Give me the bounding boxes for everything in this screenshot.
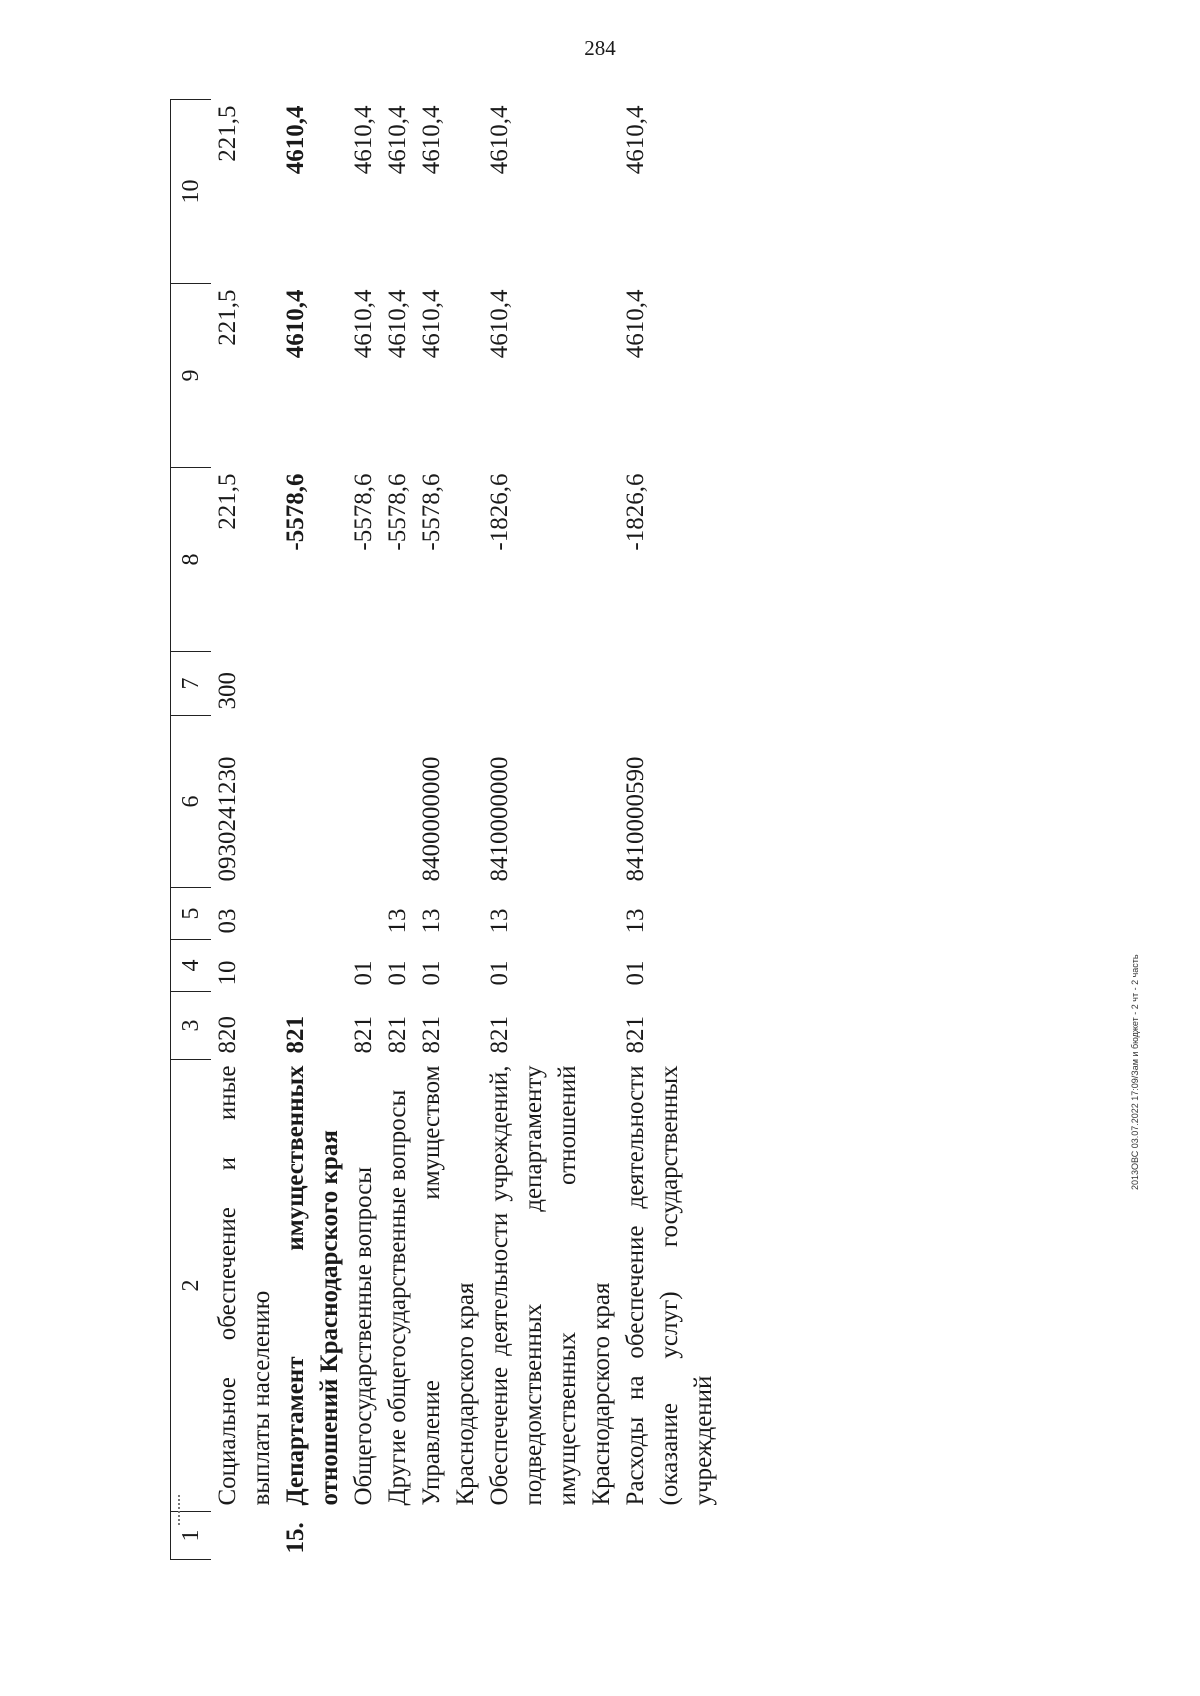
amount-col-9: 4610,4 (486, 289, 513, 359)
subsection-code: 13 (622, 908, 649, 934)
margin-tick-marks (178, 1495, 182, 1525)
row-number (415, 1512, 483, 1560)
amount-col-9: 4610,4 (384, 289, 411, 359)
subsection-code: 13 (486, 908, 513, 934)
col-header-6: 6 (171, 716, 212, 888)
row-description: Департамент имущественных отношений Краснодарского края (282, 1065, 343, 1506)
expense-type-code (483, 652, 619, 716)
subsection-code: 03 (214, 908, 241, 934)
section-code: 10 (214, 960, 241, 986)
amount-col-9: 4610,4 (622, 289, 649, 359)
table-row (211, 100, 279, 1560)
amount-col-10: 4610,4 (486, 105, 513, 175)
col-header-8: 8 (171, 468, 212, 652)
section-code: 01 (418, 960, 445, 986)
col-header-10: 10 (171, 100, 212, 284)
expense-type-code (381, 652, 415, 716)
amount-col-10: 4610,4 (350, 105, 377, 175)
table-row (347, 100, 381, 1560)
row-description: Социальное обеспечение и иные выплаты населению (214, 1065, 275, 1506)
row-number (347, 1512, 381, 1560)
file-path-footer: 2013ОВС 03.07.2022 17:09/Зам и бюджет - 2 чт - 2 часть (1130, 954, 1140, 1190)
change-amount: -5578,6 (350, 473, 377, 551)
budget-table (170, 99, 721, 1560)
amount-col-9: 4610,4 (418, 289, 445, 359)
ministry-code: 821 (350, 1016, 377, 1054)
row-number (211, 1512, 279, 1560)
row-number (381, 1512, 415, 1560)
amount-col-9: 221,5 (214, 289, 241, 346)
change-amount: -1826,6 (622, 473, 649, 551)
row-description: Обеспечение деятельности учреждений, подведомственных департаменту имущественных отношений Краснодарского края (486, 1065, 615, 1506)
expense-type-code (415, 652, 483, 716)
section-code (279, 940, 347, 992)
target-article-code: 8400000000 (418, 756, 445, 882)
amount-col-10: 221,5 (214, 105, 241, 162)
change-amount: -5578,6 (384, 473, 411, 551)
target-article-code: 8410000000 (486, 756, 513, 882)
col-header-2: 2 (171, 1060, 212, 1512)
target-article-code: 8410000590 (622, 756, 649, 882)
table-row (483, 100, 619, 1560)
section-code: 01 (350, 960, 377, 986)
amount-col-9: 4610,4 (350, 289, 377, 359)
row-number (483, 1512, 619, 1560)
amount-col-10: 4610,4 (282, 105, 309, 175)
row-description: Общегосударственные вопросы (350, 1166, 377, 1506)
col-header-4: 4 (171, 940, 212, 992)
expense-type-code (279, 652, 347, 716)
expense-type-code (347, 652, 381, 716)
row-description: Другие общегосударственные вопросы (384, 1089, 411, 1506)
expense-type-code (619, 652, 721, 716)
row-description: Расходы на обеспечение деятельности (оказание услуг) государственных учреждений (622, 1065, 717, 1506)
table-row (415, 100, 483, 1560)
change-amount: -5578,6 (282, 473, 309, 551)
col-header-3: 3 (171, 992, 212, 1060)
expense-type-code: 300 (214, 672, 241, 710)
row-description: Управление имуществом Краснодарского края (418, 1065, 479, 1506)
row-number: 15. (282, 1522, 309, 1554)
section-code: 01 (384, 960, 411, 986)
subsection-code (347, 888, 381, 940)
subsection-code: 13 (384, 908, 411, 934)
target-article-code (381, 716, 415, 888)
section-code: 01 (486, 960, 513, 986)
target-article-code (347, 716, 381, 888)
change-amount: -1826,6 (486, 473, 513, 551)
target-article-code (279, 716, 347, 888)
ministry-code: 821 (418, 1016, 445, 1054)
page-number: 284 (584, 36, 616, 60)
col-header-5: 5 (171, 888, 212, 940)
section-code: 01 (622, 960, 649, 986)
table-row (619, 100, 721, 1560)
ministry-code: 821 (622, 1016, 649, 1054)
ministry-code: 820 (214, 1016, 241, 1054)
table-row (279, 100, 347, 1560)
subsection-code: 13 (418, 908, 445, 934)
subsection-code (279, 888, 347, 940)
table-row (381, 100, 415, 1560)
ministry-code: 821 (282, 1016, 309, 1054)
ministry-code: 821 (384, 1016, 411, 1054)
col-header-1: 1 (171, 1512, 212, 1560)
col-header-9: 9 (171, 284, 212, 468)
header-row (171, 100, 212, 1560)
change-amount: -5578,6 (418, 473, 445, 551)
amount-col-9: 4610,4 (282, 289, 309, 359)
ministry-code: 821 (486, 1016, 513, 1054)
change-amount: 221,5 (214, 473, 241, 530)
amount-col-10: 4610,4 (418, 105, 445, 175)
rotated-table-container (170, 60, 1010, 1560)
amount-col-10: 4610,4 (622, 105, 649, 175)
target-article-code: 0930241230 (214, 756, 241, 882)
col-header-7: 7 (171, 652, 212, 716)
row-number (619, 1512, 721, 1560)
amount-col-10: 4610,4 (384, 105, 411, 175)
